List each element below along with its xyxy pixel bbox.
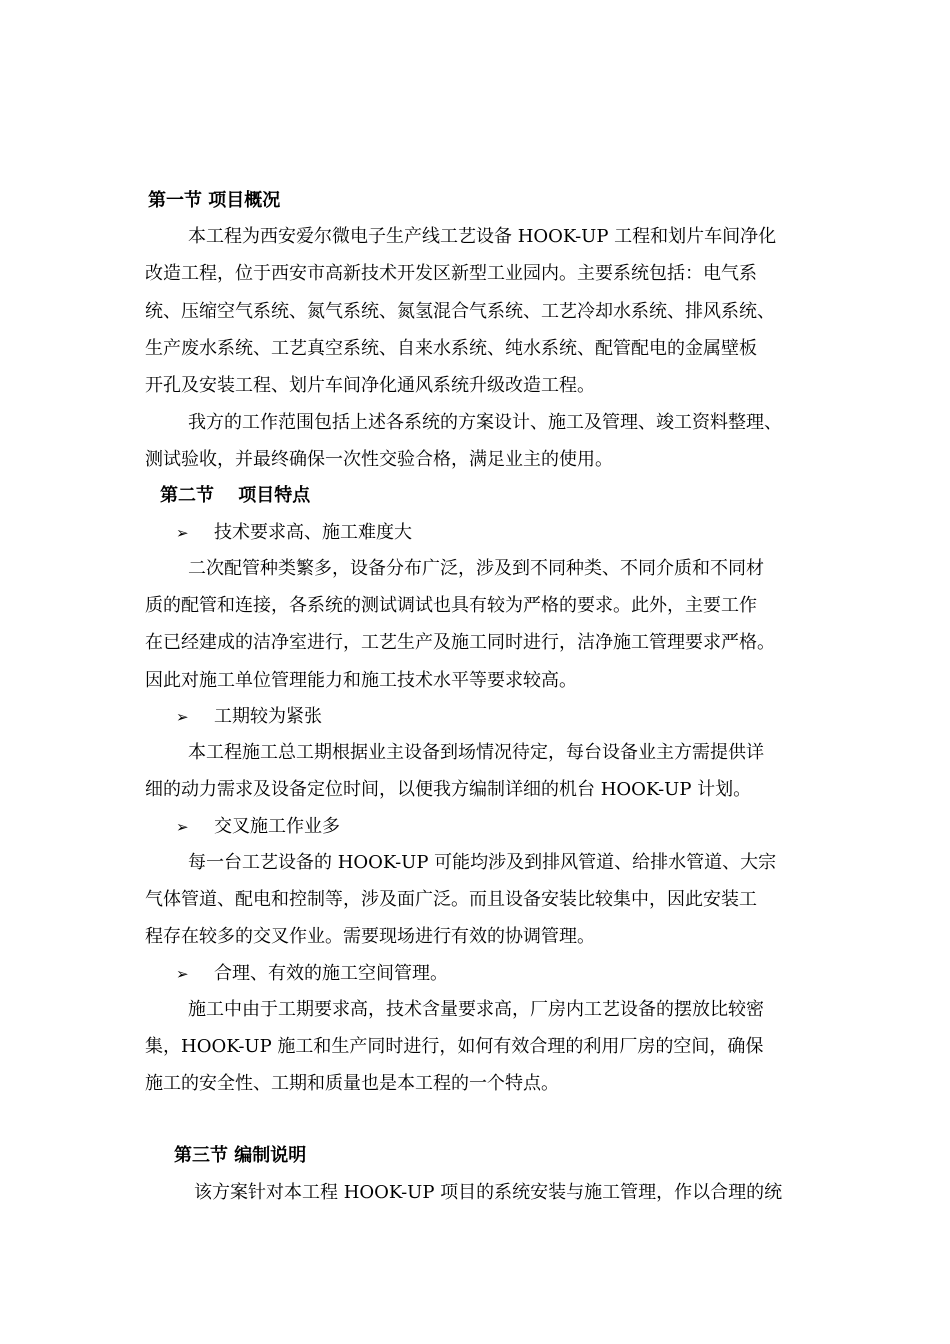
bullet-title: 交叉施工作业多 (214, 816, 340, 837)
paragraph-line: 质的配管和连接，各系统的测试调试也具有较为严格的要求。此外，主要工作 (145, 595, 757, 616)
bullet-item (176, 705, 322, 729)
paragraph-line: 测试验收，并最终确保一次性交验合格，满足业主的使用。 (145, 449, 613, 470)
paragraph-line: 施工中由于工期要求高，技术含量要求高，厂房内工艺设备的摆放比较密 (188, 999, 764, 1020)
paragraph-line: 生产废水系统、工艺真空系统、自来水系统、纯水系统、配管配电的金属壁板 (145, 338, 757, 359)
section-3-heading: 第三节 编制说明 (174, 1145, 307, 1166)
bullet-item (176, 521, 412, 545)
section-1-heading: 第一节 项目概况 (148, 190, 281, 211)
paragraph-line: 因此对施工单位管理能力和施工技术水平等要求较高。 (145, 670, 577, 691)
paragraph-line: 统、压缩空气系统、氮气系统、氮氢混合气系统、工艺冷却水系统、排风系统、 (145, 301, 775, 322)
paragraph-line: 每一台工艺设备的 HOOK-UP 可能均涉及到排风管道、给排水管道、大宗 (188, 852, 777, 873)
paragraph-line: 程存在较多的交叉作业。需要现场进行有效的协调管理。 (145, 926, 595, 947)
paragraph-line: 集，HOOK-UP 施工和生产同时进行，如何有效合理的利用厂房的空间，确保 (145, 1036, 764, 1057)
paragraph-line: 本工程施工总工期根据业主设备到场情况待定，每台设备业主方需提供详 (188, 742, 764, 763)
paragraph-line: 改造工程，位于西安市高新技术开发区新型工业园内。主要系统包括：电气系 (145, 263, 757, 284)
paragraph-line: 气体管道、配电和控制等，涉及面广泛。而且设备安装比较集中，因此安装工 (145, 889, 757, 910)
paragraph-line: 在已经建成的洁净室进行，工艺生产及施工同时进行，洁净施工管理要求严格。 (145, 632, 775, 653)
paragraph-line: 开孔及安装工程、划片车间净化通风系统升级改造工程。 (145, 375, 595, 396)
paragraph-line: 施工的安全性、工期和质量也是本工程的一个特点。 (145, 1073, 559, 1094)
paragraph-line: 我方的工作范围包括上述各系统的方案设计、施工及管理、竣工资料整理、 (188, 412, 782, 433)
paragraph-line: 细的动力需求及设备定位时间，以便我方编制详细的机台 HOOK-UP 计划。 (145, 779, 752, 800)
bullet-item (176, 962, 448, 986)
paragraph-line: 本工程为西安爱尔微电子生产线工艺设备 HOOK-UP 工程和划片车间净化 (188, 226, 777, 247)
arrow-bullet-icon: ➢ (176, 818, 189, 836)
paragraph-line: 该方案针对本工程 HOOK-UP 项目的系统安装与施工管理，作以合理的统 (194, 1182, 783, 1203)
bullet-title: 工期较为紧张 (214, 706, 322, 727)
section-2-heading: 第二节 项目特点 (160, 485, 311, 506)
arrow-bullet-icon: ➢ (176, 524, 189, 542)
arrow-bullet-icon: ➢ (176, 965, 189, 983)
bullet-title: 合理、有效的施工空间管理。 (214, 963, 448, 984)
arrow-bullet-icon: ➢ (176, 708, 189, 726)
bullet-item (176, 815, 340, 839)
bullet-title: 技术要求高、施工难度大 (214, 522, 412, 543)
paragraph-line: 二次配管种类繁多，设备分布广泛，涉及到不同种类、不同介质和不同材 (188, 558, 764, 579)
